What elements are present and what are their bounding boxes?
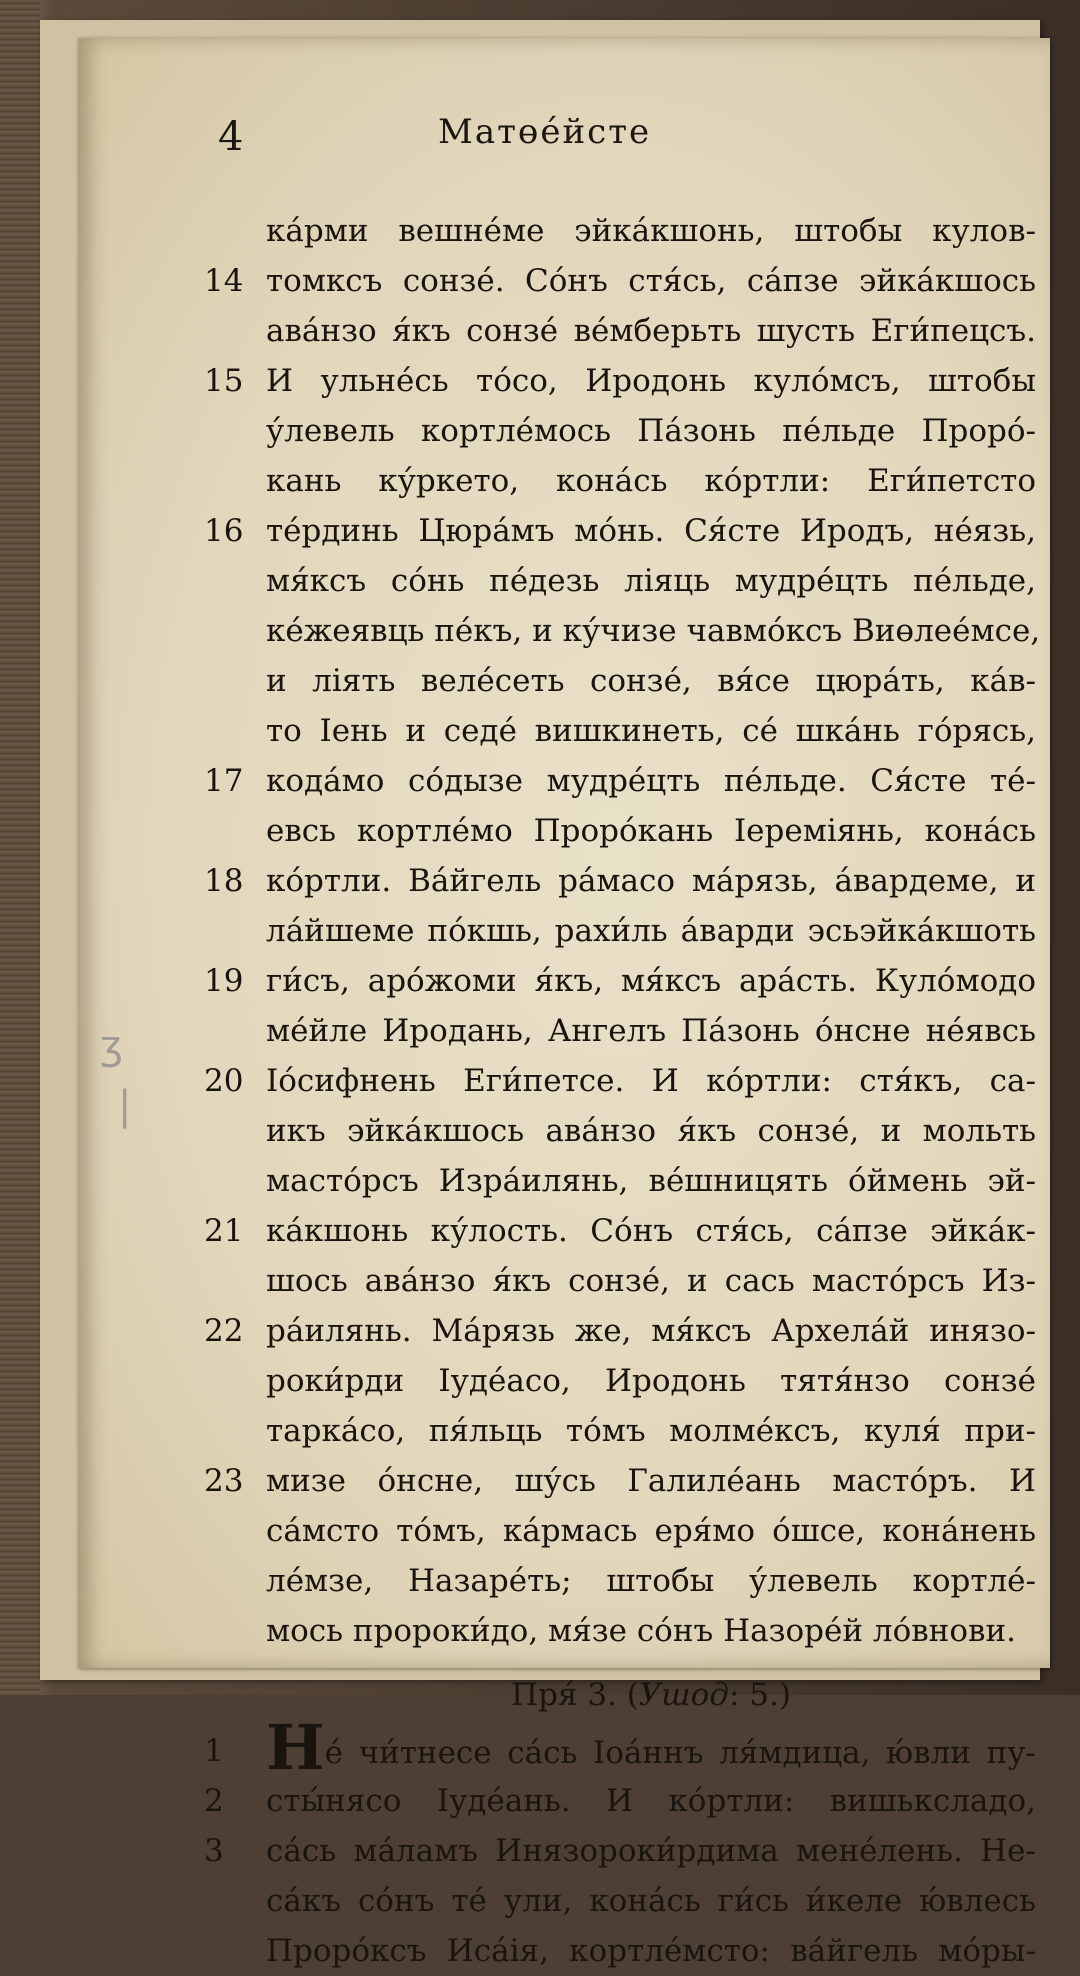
text-line xyxy=(266,706,1036,756)
line-text: то Іень и седе́ вишкинеть, се́ шка́нь го́рясь, xyxy=(266,713,1036,749)
line-text: ме́йле Иродань, Ангелъ Па́зонь о́нсне не́явсь xyxy=(266,1013,1036,1049)
text-line xyxy=(266,556,1036,606)
text-line xyxy=(266,1556,1036,1606)
text-line xyxy=(266,906,1036,956)
pencil-annotation-mark: | xyxy=(118,1083,132,1129)
verse-number: 2 xyxy=(204,1783,224,1819)
text-line xyxy=(266,806,1036,856)
line-text: мя́ксъ со́нь пе́дезь ліяць мудре́цть пе́льде, xyxy=(266,563,1036,599)
text-line xyxy=(204,506,1036,556)
line-text: ка́кшонь ку́лость. Со́нъ стя́сь, са́пзе эйка́к- xyxy=(266,1213,1036,1249)
text-line xyxy=(266,1106,1036,1156)
verse-number: 17 xyxy=(204,763,244,799)
line-text: Іо́сифнень Еги́петсе. И ко́ртли: стя́къ, са- xyxy=(266,1063,1036,1099)
text-line xyxy=(204,356,1036,406)
text-line xyxy=(204,1711,1036,1784)
text-line xyxy=(266,1876,1036,1926)
chapter-ref-rest: : 5.) xyxy=(728,1677,791,1713)
text-line xyxy=(204,256,1036,306)
line-text: мизе о́нсне, шу́сь Галиле́ань масто́ръ. И xyxy=(266,1463,1036,1499)
text-line xyxy=(266,306,1036,356)
line-text: са́къ со́нъ те́ ули, кона́сь ги́сь и́келе ю́влесь xyxy=(266,1883,1036,1919)
text-line xyxy=(204,1456,1036,1506)
text-line xyxy=(204,1056,1036,1106)
line-text: евсь кортле́мо Проро́кань Іереміянь, кона́сь xyxy=(266,813,1036,849)
text-line xyxy=(204,1306,1036,1356)
line-text: сты́нясо Іуде́ань. И ко́ртли: вишьксладо, xyxy=(266,1783,1036,1819)
verse-lines xyxy=(204,206,1041,1656)
chapter-ref-open: ( xyxy=(626,1677,639,1713)
line-text: ко́ртли. Ва́йгель ра́масо ма́рязь, а́вардеме, и xyxy=(266,863,1036,899)
chapter-verse-lines xyxy=(204,1711,1036,1976)
line-text: ле́мзе, Назаре́ть; штобы у́левель кортле́- xyxy=(266,1563,1036,1599)
text-line xyxy=(266,1406,1036,1456)
verse-number: 20 xyxy=(204,1063,244,1099)
chapter-ref-word: Ушод xyxy=(638,1677,729,1713)
drop-cap-letter: Н xyxy=(266,1711,325,1784)
text-line xyxy=(266,606,1041,656)
text-line xyxy=(266,1926,1036,1976)
verse-number: 14 xyxy=(204,263,244,299)
line-text: роки́рди Іуде́асо, Иродонь тятя́нзо сонзе́ xyxy=(266,1363,1036,1399)
text-line xyxy=(266,406,1036,456)
chapter-label: Пря́ 3. xyxy=(511,1677,617,1713)
verse-number: 3 xyxy=(204,1833,224,1869)
text-line xyxy=(266,1606,1036,1656)
line-text: у́левель кортле́мось Па́зонь пе́льде Проро́- xyxy=(266,413,1036,449)
scripture-text xyxy=(204,206,1041,1976)
text-line xyxy=(204,1776,1036,1826)
text-line xyxy=(204,856,1036,906)
line-text: ра́илянь. Ма́рязь же, мя́ксъ Архела́й инязо- xyxy=(266,1313,1036,1349)
verse-number: 22 xyxy=(204,1313,244,1349)
line-text: масто́рсъ Изра́илянь, ве́шницять о́ймень эй- xyxy=(266,1163,1036,1199)
page-number: 4 xyxy=(218,114,244,160)
line-text: ла́йшеме по́кшь, рахи́ль а́варди эсьэйка́кшоть xyxy=(266,913,1036,949)
text-line xyxy=(266,656,1036,706)
verse-number: 16 xyxy=(204,513,244,549)
text-line xyxy=(266,1156,1036,1206)
line-text: мось пророки́до, мя́зе со́нъ Назоре́й ло́внови. xyxy=(266,1613,1016,1649)
text-line xyxy=(266,1256,1036,1306)
text-line xyxy=(266,1006,1036,1056)
book-binding-edge xyxy=(0,0,40,1695)
line-text: ка́рми вешне́ме эйка́кшонь, штобы кулов- xyxy=(266,213,1036,249)
line-text: ке́жеявць пе́къ, и ку́чизе чавмо́ксъ Виөлее́мсе, xyxy=(266,613,1041,649)
line-text: кода́мо со́дызе мудре́цть пе́льде. Ся́сте те́- xyxy=(266,763,1036,799)
line-text: икъ эйка́кшось ава́нзо я́къ сонзе́, и мольть xyxy=(266,1113,1036,1149)
text-line xyxy=(204,1826,1036,1876)
verse-number: 15 xyxy=(204,363,244,399)
line-text: ги́съ, аро́жоми я́къ, мя́ксъ ара́сть. Куло́модо xyxy=(266,963,1036,999)
line-text: шось ава́нзо я́къ сонзе́, и сась масто́рсъ Из- xyxy=(266,1263,1036,1299)
line-text: ава́нзо я́къ сонзе́ ве́мберьть шусть Еги́пецсъ. xyxy=(266,313,1036,349)
line-text: е́ чи́тнесе са́сь Іоа́ннъ ля́мдица, ю́вли пу- xyxy=(324,1735,1036,1771)
text-line xyxy=(266,1506,1036,1556)
verse-number: 18 xyxy=(204,863,244,899)
chapter-heading xyxy=(266,1664,1036,1726)
line-text: Проро́ксъ Иса́ія, кортле́мсто: ва́йгель мо́ры- xyxy=(266,1933,1036,1969)
text-line xyxy=(204,756,1036,806)
text-line xyxy=(204,956,1036,1006)
line-text: те́рдинь Цюра́мъ мо́нь. Ся́сте Иродъ, не́язь, xyxy=(266,513,1036,549)
pencil-annotation-mark: ʒ xyxy=(100,1023,124,1069)
running-head-title: Матөе́йсте xyxy=(438,112,652,152)
verse-number: 21 xyxy=(204,1213,244,1249)
text-line xyxy=(266,206,1036,256)
text-line xyxy=(204,1206,1036,1256)
verse-number: 19 xyxy=(204,963,244,999)
line-text: и ліять веле́сеть сонзе́, вя́се цюра́ть, ка́в- xyxy=(266,663,1036,699)
text-line xyxy=(266,456,1036,506)
line-text: са́мсто то́мъ, ка́рмась еря́мо о́шсе, кона́нень xyxy=(266,1513,1036,1549)
text-line xyxy=(266,1356,1036,1406)
line-text: кань ку́ркето, кона́сь ко́ртли: Еги́петсто xyxy=(266,463,1036,499)
line-text: тарка́со, пя́льць то́мъ молме́ксъ, куля́ при- xyxy=(266,1413,1036,1449)
line-text: томксъ сонзе́. Со́нъ стя́сь, са́пзе эйка́кшось xyxy=(266,263,1036,299)
line-text: са́сь ма́ламъ Инязороки́рдима мене́лень. Не- xyxy=(266,1833,1036,1869)
book-page xyxy=(78,38,1050,1969)
verse-number: 23 xyxy=(204,1463,244,1499)
verse-number: 1 xyxy=(204,1733,224,1769)
line-text: И ульне́сь то́со, Иродонь куло́мсъ, штобы xyxy=(266,363,1036,399)
